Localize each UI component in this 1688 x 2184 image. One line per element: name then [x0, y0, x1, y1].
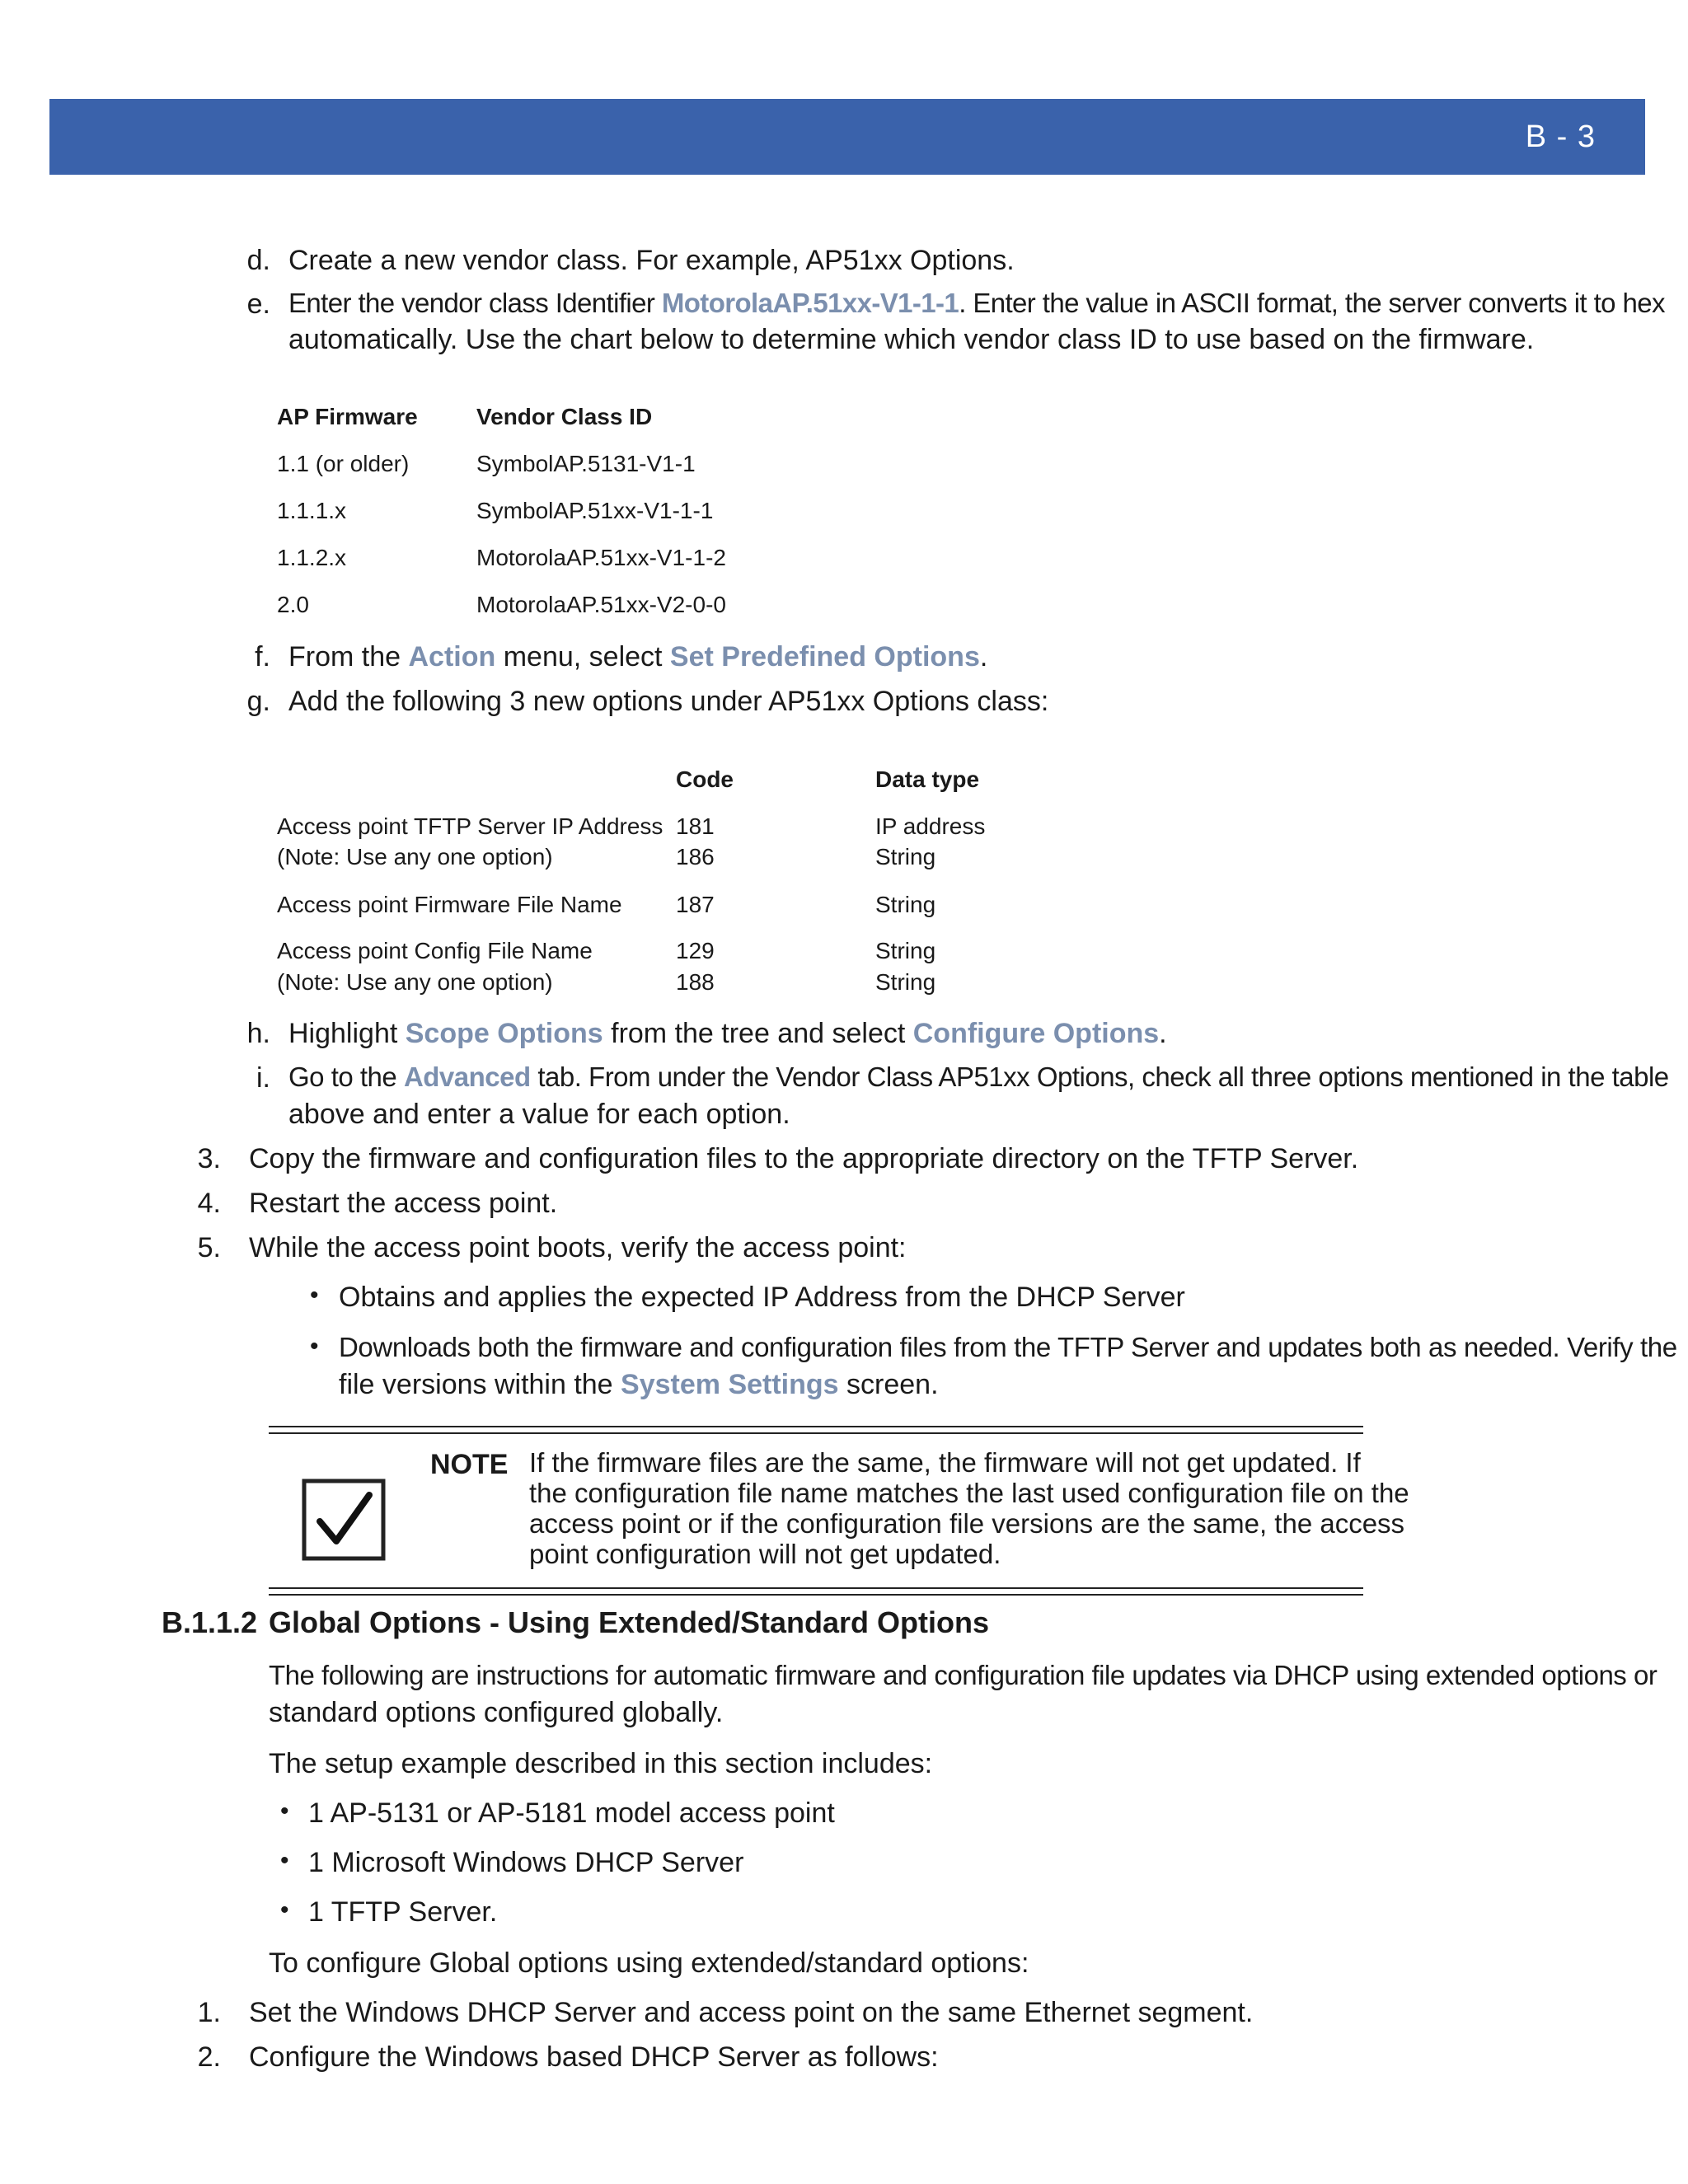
- advanced-tab-ref: Advanced: [403, 1062, 531, 1092]
- table-cell: 1.1.2.x: [277, 545, 347, 570]
- step-3-text: Copy the firmware and configuration files to the appropriate directory on the TFTP Server.: [249, 1143, 1359, 1174]
- step-f-text: From the Action menu, select Set Predefined Options.: [288, 641, 988, 673]
- table-cell: String: [875, 969, 936, 995]
- vendor-class-identifier: MotorolaAP.51xx-V1-1-1: [661, 288, 959, 318]
- action-menu-ref: Action: [408, 641, 496, 673]
- table-cell: SymbolAP.5131-V1-1: [476, 451, 696, 476]
- note-rule-bottom-2: [269, 1594, 1363, 1596]
- note-rule-top-2: [269, 1432, 1363, 1434]
- step-5-marker: 5.: [197, 1232, 221, 1263]
- table-cell: 187: [676, 892, 715, 917]
- table-header: Vendor Class ID: [476, 404, 653, 429]
- note-text: If the firmware files are the same, the firmware will not get updated. If the configuration file name matches the last used configuration file on the access point or if the configuration file versions are the same, the access point configuration will not get updated.: [529, 1447, 1409, 1569]
- table-cell: 1.1 (or older): [277, 451, 410, 476]
- options-table: [277, 765, 1101, 1004]
- table-cell: Access point Config File Name: [277, 938, 593, 963]
- step-i-continuation: above and enter a value for each option.: [288, 1099, 790, 1130]
- bullet-dot: •: [280, 1847, 289, 1874]
- step-h-marker: h.: [246, 1018, 270, 1049]
- table-cell: Access point TFTP Server IP Address: [277, 813, 663, 839]
- section-number: B.1.1.2: [162, 1605, 258, 1639]
- header-bar: [49, 99, 1645, 175]
- table-header: Code: [676, 766, 734, 792]
- section-step-1-text: Set the Windows DHCP Server and access point on the same Ethernet segment.: [249, 1997, 1254, 2028]
- note-rule-bottom: [269, 1587, 1363, 1589]
- table-cell: 129: [676, 938, 715, 963]
- table-cell: (Note: Use any one option): [277, 844, 553, 869]
- table-cell: IP address: [875, 813, 986, 839]
- table-cell: 181: [676, 813, 715, 839]
- step-e-continuation: automatically. Use the chart below to determine which vendor class ID to use based on the firmware.: [288, 324, 1535, 355]
- table-cell: String: [875, 844, 936, 869]
- table-cell: String: [875, 892, 936, 917]
- step-d-marker: d.: [246, 245, 270, 276]
- set-predefined-options-ref: Set Predefined Options: [669, 641, 980, 673]
- step-f-marker: f.: [255, 641, 270, 673]
- bullet-dot: •: [310, 1282, 319, 1309]
- verify-bullet-2: Downloads both the firmware and configuration files from the TFTP Server and updates both as needed. Verify the: [339, 1332, 1677, 1362]
- step-g-marker: g.: [246, 686, 270, 717]
- step-i-marker: i.: [256, 1062, 270, 1094]
- step-4-marker: 4.: [197, 1188, 221, 1219]
- step-d-text: Create a new vendor class. For example, AP51xx Options.: [288, 245, 1015, 276]
- note-rule-top: [269, 1426, 1363, 1427]
- table-cell: MotorolaAP.51xx-V1-1-2: [476, 545, 726, 570]
- table-cell: String: [875, 938, 936, 963]
- table-cell: 1.1.1.x: [277, 498, 347, 523]
- section-step-2-text: Configure the Windows based DHCP Server as follows:: [249, 2041, 939, 2073]
- table-cell: Access point Firmware File Name: [277, 892, 622, 917]
- section-intro-line-2: standard options configured globally.: [269, 1697, 724, 1728]
- vendor-class-table: [277, 402, 936, 633]
- table-cell: 186: [676, 844, 715, 869]
- step-i-text: Go to the Advanced tab. From under the Vendor Class AP51xx Options, check all three options mentioned in the table: [288, 1062, 1669, 1092]
- configure-options-ref: Configure Options: [912, 1018, 1160, 1049]
- table-cell: (Note: Use any one option): [277, 969, 553, 995]
- setup-bullet: 1 Microsoft Windows DHCP Server: [308, 1847, 744, 1878]
- scope-options-ref: Scope Options: [405, 1018, 603, 1049]
- bullet-dot: •: [310, 1333, 319, 1360]
- step-3-marker: 3.: [197, 1143, 221, 1174]
- step-e-marker: e.: [246, 288, 270, 320]
- setup-bullet: 1 TFTP Server.: [308, 1896, 498, 1928]
- step-e-text: Enter the vendor class Identifier MotorolaAP.51xx-V1-1-1. Enter the value in ASCII format, the server converts it to hex: [288, 288, 1665, 318]
- table-cell: 2.0: [277, 592, 309, 617]
- verify-bullet-2-continuation: file versions within the System Settings screen.: [339, 1369, 939, 1400]
- system-settings-ref: System Settings: [621, 1369, 839, 1400]
- section-title: Global Options - Using Extended/Standard Options: [269, 1605, 990, 1639]
- step-4-text: Restart the access point.: [249, 1188, 558, 1219]
- note-label: NOTE: [430, 1449, 509, 1480]
- section-intro-line-1: The following are instructions for automatic firmware and configuration file updates via DHCP using extended options or: [269, 1660, 1658, 1690]
- step-g-text: Add the following 3 new options under AP51xx Options class:: [288, 686, 1049, 717]
- section-step-2-marker: 2.: [197, 2041, 221, 2073]
- configure-text: To configure Global options using extended/standard options:: [269, 1947, 1029, 1979]
- bullet-dot: •: [280, 1797, 289, 1825]
- step-h-text: Highlight Scope Options from the tree and select Configure Options.: [288, 1018, 1167, 1049]
- page-number: B - 3: [1525, 120, 1596, 154]
- setup-bullet: 1 AP-5131 or AP-5181 model access point: [308, 1797, 835, 1829]
- section-step-1-marker: 1.: [197, 1997, 221, 2028]
- table-cell: MotorolaAP.51xx-V2-0-0: [476, 592, 726, 617]
- bullet-dot: •: [280, 1896, 289, 1924]
- table-header: Data type: [875, 766, 980, 792]
- checkmark-icon: [302, 1479, 386, 1561]
- step-5-text: While the access point boots, verify the access point:: [249, 1232, 907, 1263]
- table-cell: SymbolAP.51xx-V1-1-1: [476, 498, 714, 523]
- table-cell: 188: [676, 969, 715, 995]
- setup-text: The setup example described in this section includes:: [269, 1748, 933, 1779]
- table-header: AP Firmware: [277, 404, 418, 429]
- verify-bullet-1: Obtains and applies the expected IP Address from the DHCP Server: [339, 1282, 1185, 1313]
